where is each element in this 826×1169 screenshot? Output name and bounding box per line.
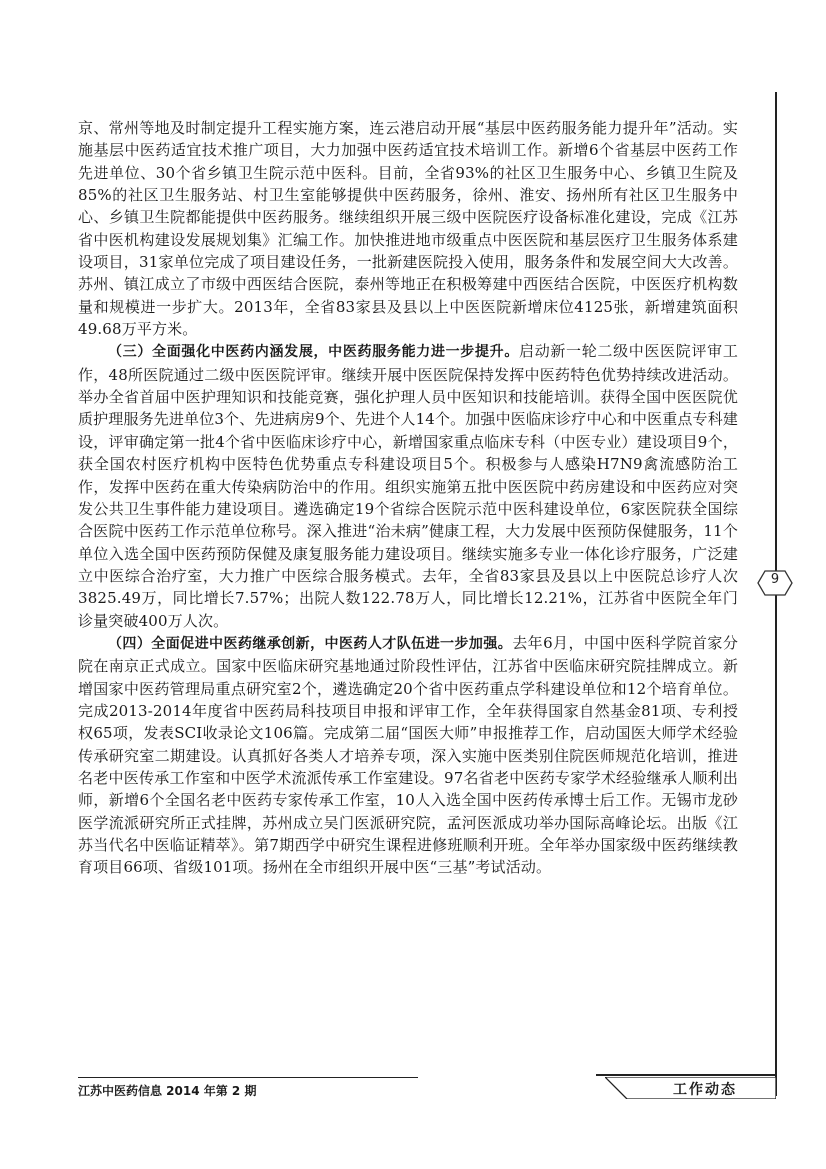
page-number: 9 — [770, 572, 780, 587]
paragraph-1 — [78, 117, 738, 340]
paragraph-3-text: 去年6月，中国中医科学院首家分院在南京正式成立。国家中医临床研究基地通过阶段性评估，江苏省中医临床研究院挂牌成立。新增国家中医药管理局重点研究室2个，遴选确定20个省中医药重点学科建设单位和12个培育单位。完成2013-2014年度省中医药局科技项目申报和评审工作，全年获得国家自然基金81项、专利授权65项，发表SCI收录论文106篇。完成第二届“国医大师”申报推荐工作，启动国医大师学术经验传承研究室二期建设。认真抓好各类人才培养专项，深入实施中医类别住院医师规范化培训，推进名老中医传承工作室和中医学术流派传承工作室建设。97名省老中医药专家学术经验继承人顺利出师，新增6个全国名老中医药专家传承工作室，10人入选全国中医药传承博士后工作。无锡市龙砂医学流派研究所正式挂牌，苏州成立吴门医派研究院，孟河医派成功举办国际高峰论坛。出版《江苏当代名中医临证精萃》。第7期西学中研究生课程进修班顺利开班。全年举办国家级中医药继续教育项目66项、省级101项。扬州在全市组织开展中医“三基”考试活动。 — [78, 633, 738, 877]
bottom-corner-rule — [596, 1074, 776, 1076]
section-label: 工作动态 — [673, 1082, 737, 1098]
paragraph-3 — [78, 632, 738, 879]
paragraph-2-heading: （三）全面强化中医药内涵发展，中医药服务能力进一步提升。 — [108, 344, 520, 361]
article-body — [78, 117, 738, 879]
paragraph-3-heading: （四）全面促进中医药继承创新，中医药人才队伍进一步加强。 — [108, 635, 513, 652]
paragraph-1-text: 京、常州等地及时制定提升工程实施方案，连云港启动开展“基层中医药服务能力提升年”活动。实施基层中医药适宜技术推广项目，大力加强中医药适宜技术培训工作。新增6个省基层中医药工作先进单位、30个省乡镇卫生院示范中医科。目前，全省93%的社区卫生服务中心、乡镇卫生院及85%的社区卫生服务站、村卫生室能够提供中医药服务，徐州、淮安、扬州所有社区卫生服务中心、乡镇卫生院都能提供中医药服务。继续组织开展三级中医院医疗设备标准化建设，完成《江苏省中医机构建设发展规划集》汇编工作。加快推进地市级重点中医医院和基层医疗卫生服务体系建设项目，31家单位完成了项目建设任务，一批新建医院投入使用，服务条件和发展空间大大改善。苏州、镇江成立了市级中西医结合医院，泰州等地正在积极筹建中西医结合医院，中医医疗机构数量和规模进一步扩大。2013年，全省83家县及县以上中医医院新增床位4125张，新增建筑面积49.68万平方米。 — [78, 119, 738, 339]
journal-footer: 江苏中医药信息 2014 年第 2 期 — [78, 1077, 418, 1099]
paragraph-2-text: 启动新一轮二级中医医院评审工作，48所医院通过二级中医医院评审。继续开展中医医院保持发挥中医药特色优势持续改进活动。举办全省首届中医护理知识和技能竞赛，强化护理人员中医知识和技能培训。获得全国中医医院优质护理服务先进单位3个、先进病房9个、先进个人14个。加强中医临床诊疗中心和中医重点专科建设，评审确定第一批4个省中医临床诊疗中心，新增国家重点临床专科（中医专业）建设项目9个，获全国农村医疗机构中医特色优势重点专科建设项目5个。积极参与人感染H7N9禽流感防治工作，发挥中医药在重大传染病防治中的作用。组织实施第五批中医医院中药房建设和中医药应对突发公共卫生事件能力建设项目。遴选确定19个省综合医院示范中医科建设单位，6家医院获全国综合医院中医药工作示范单位称号。深入推进“治未病”健康工程，大力发展中医预防保健服务，11个单位入选全国中医药预防保健及康复服务能力建设项目。继续实施多专业一体化诊疗服务，广泛建立中医综合治疗室，大力推广中医综合服务模式。去年，全省83家县及县以上中医院总诊疗人次3825.49万，同比增长7.57%；出院人数122.78万人，同比增长12.21%，江苏省中医院全年门诊量突破400万人次。 — [78, 342, 738, 630]
paragraph-2 — [78, 340, 738, 631]
